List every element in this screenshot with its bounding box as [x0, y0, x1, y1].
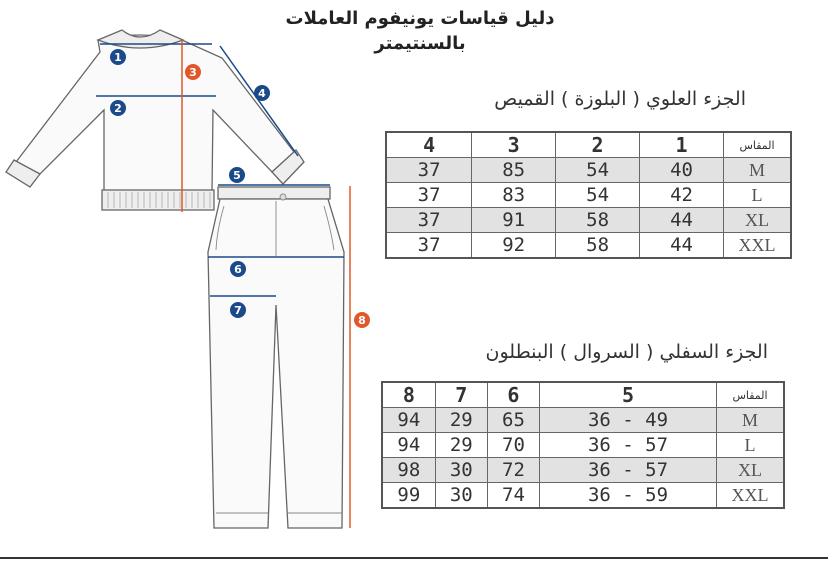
size-cell: L: [717, 433, 785, 458]
col-3-header: 3: [472, 132, 556, 158]
table-cell: 37: [386, 208, 472, 233]
table-header-row: [382, 382, 784, 408]
table-row: [382, 483, 784, 509]
table-cell: 74: [487, 483, 539, 509]
table-cell: 94: [382, 433, 435, 458]
marker-7: [230, 302, 246, 318]
table-cell: 99: [382, 483, 435, 509]
table-cell: 72: [487, 458, 539, 483]
table-cell: 83: [472, 183, 556, 208]
size-cell: M: [724, 158, 792, 183]
table-row: [386, 233, 791, 259]
title-line-2: بالسنتيمتر: [374, 33, 466, 54]
table-cell: 54: [556, 158, 640, 183]
size-cell: L: [724, 183, 792, 208]
size-cell: XL: [717, 458, 785, 483]
marker-1: [110, 49, 126, 65]
table-row: [382, 408, 784, 433]
size-cell: XL: [724, 208, 792, 233]
size-cell: M: [717, 408, 785, 433]
table-cell: 65: [487, 408, 539, 433]
table-cell: 29: [435, 408, 487, 433]
svg-text:3: 3: [189, 66, 197, 79]
table-row: [386, 208, 791, 233]
col-5-header: 5: [540, 382, 717, 408]
table-cell: 54: [556, 183, 640, 208]
table-row: [386, 158, 791, 183]
col-6-header: 6: [487, 382, 539, 408]
title-line-1: دليل قياسات يونيفوم العاملات: [285, 8, 555, 29]
marker-4: [254, 85, 270, 101]
table-cell: 94: [382, 408, 435, 433]
table-cell: 30: [435, 483, 487, 509]
table-cell: 85: [472, 158, 556, 183]
col-7-header: 7: [435, 382, 487, 408]
table-header-row: [386, 132, 791, 158]
bottom-section-title: الجزء السفلي ( السروال ) البنطلون: [485, 341, 768, 363]
table-cell: 42: [640, 183, 724, 208]
table-cell: 44: [640, 208, 724, 233]
table-cell: 37: [386, 158, 472, 183]
garment-diagram: [0, 0, 400, 566]
table-cell: 98: [382, 458, 435, 483]
size-label-header: المقاس: [717, 382, 785, 408]
size-cell: XXL: [724, 233, 792, 259]
svg-text:2: 2: [114, 102, 122, 115]
table-row: [382, 433, 784, 458]
svg-text:5: 5: [233, 169, 241, 182]
table-cell: 40: [640, 158, 724, 183]
table-cell: 29: [435, 433, 487, 458]
table-cell: 30: [435, 458, 487, 483]
col-8-header: 8: [382, 382, 435, 408]
marker-2: [110, 100, 126, 116]
table-cell: 36 - 49: [540, 408, 717, 433]
table-row: [386, 183, 791, 208]
table-cell: 44: [640, 233, 724, 259]
svg-text:1: 1: [114, 51, 122, 64]
svg-text:6: 6: [234, 263, 242, 276]
col-2-header: 2: [556, 132, 640, 158]
marker-8: [354, 312, 370, 328]
svg-text:4: 4: [258, 87, 266, 100]
marker-5: [229, 167, 245, 183]
table-cell: 58: [556, 208, 640, 233]
svg-text:8: 8: [358, 314, 366, 327]
bottom-size-table: [381, 381, 785, 509]
table-cell: 37: [386, 183, 472, 208]
table-cell: 70: [487, 433, 539, 458]
col-4-header: 4: [386, 132, 472, 158]
marker-6: [230, 261, 246, 277]
table-cell: 36 - 57: [540, 458, 717, 483]
table-cell: 92: [472, 233, 556, 259]
col-1-header: 1: [640, 132, 724, 158]
table-row: [382, 458, 784, 483]
bottom-divider: [0, 557, 828, 559]
table-cell: 91: [472, 208, 556, 233]
size-cell: XXL: [717, 483, 785, 509]
top-section-title: الجزء العلوي ( البلوزة ) القميص: [494, 88, 746, 110]
svg-text:7: 7: [234, 304, 242, 317]
table-cell: 36 - 59: [540, 483, 717, 509]
table-cell: 58: [556, 233, 640, 259]
sweater-illustration: [6, 30, 304, 210]
marker-3: [185, 64, 201, 80]
size-label-header: المقاس: [724, 132, 792, 158]
table-cell: 37: [386, 233, 472, 259]
table-cell: 36 - 57: [540, 433, 717, 458]
top-size-table: [385, 131, 792, 259]
